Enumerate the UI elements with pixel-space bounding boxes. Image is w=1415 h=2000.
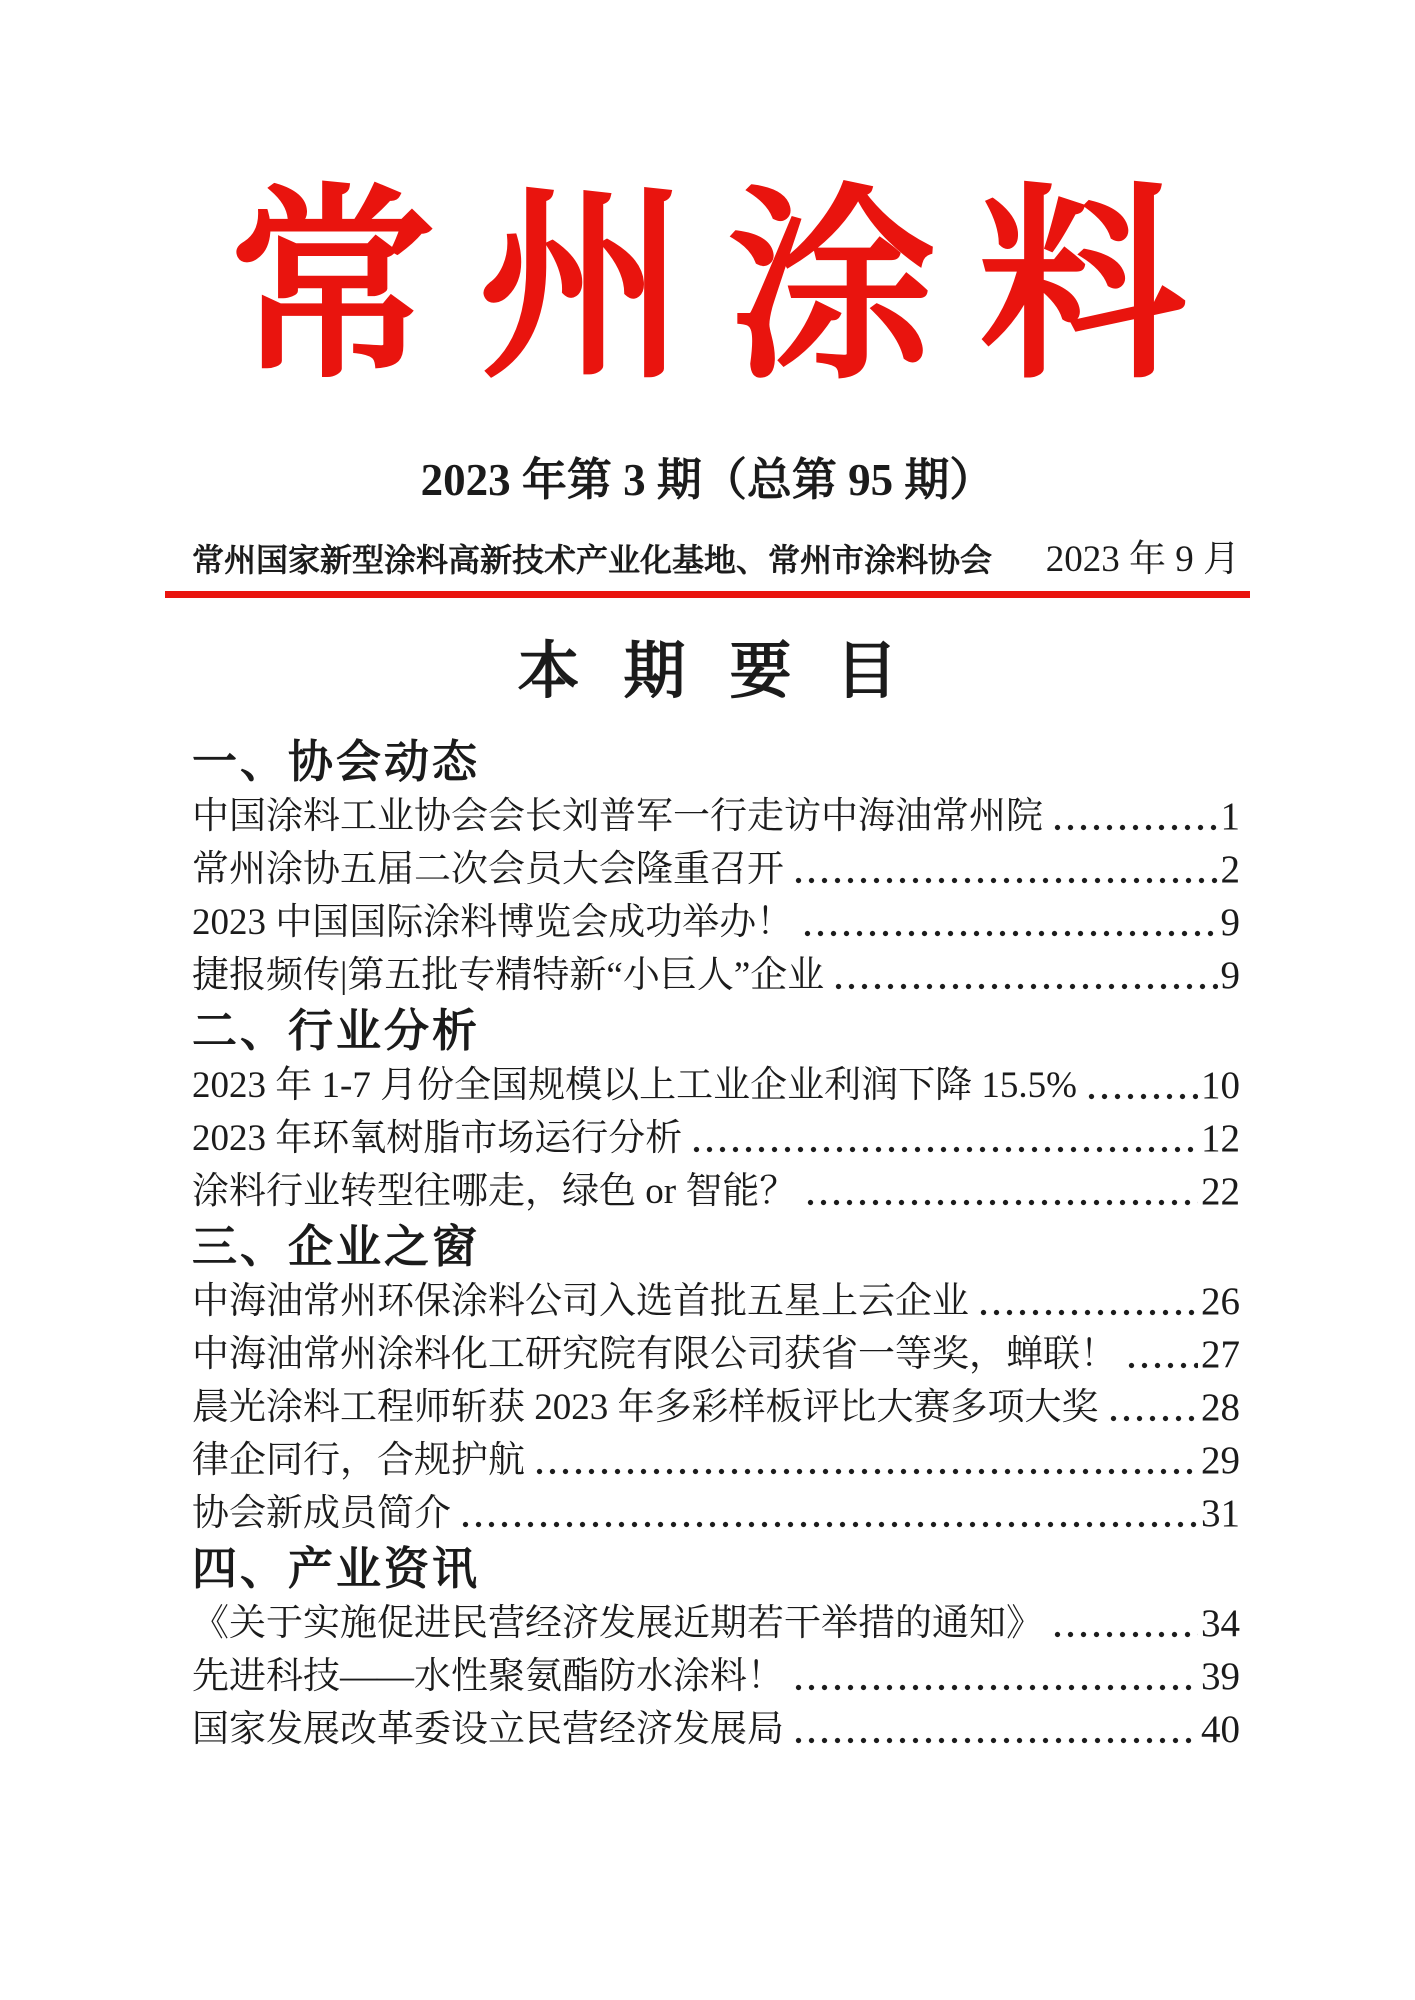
dotted-leader (1085, 1059, 1198, 1112)
toc-entry-page: 27 (1201, 1333, 1240, 1376)
toc-entry (192, 1381, 1240, 1434)
toc-entry-title: 律企同行，合规护航 (192, 1440, 525, 1481)
toc-entry-page: 1 (1220, 795, 1240, 838)
toc-entry-page: 2 (1220, 848, 1240, 891)
dotted-leader (801, 896, 1217, 949)
toc-entry-title: 《关于实施促进民营经济发展近期若干举措的通知》 (192, 1603, 1043, 1644)
dotted-leader (977, 1275, 1198, 1328)
toc-entry-title: 涂料行业转型往哪走，绿色 or 智能？ (192, 1171, 797, 1212)
publisher-row (192, 536, 1240, 584)
toc-entry (192, 1059, 1240, 1112)
toc-entry (192, 1165, 1240, 1218)
toc-heading: 本期要目 (517, 637, 942, 706)
toc-entry-page: 31 (1201, 1492, 1240, 1535)
toc (192, 733, 1240, 1756)
newsletter-title: 常州涂料 (228, 173, 1229, 403)
toc-entry-page: 29 (1201, 1439, 1240, 1482)
toc-entry (192, 896, 1240, 949)
toc-entry-title: 2023 中国国际涂料博览会成功举办！ (192, 902, 794, 943)
dotted-leader (832, 949, 1217, 1002)
toc-entry-title: 先进科技——水性聚氨酯防水涂料！ (192, 1656, 784, 1697)
toc-entry-title: 2023 年 1-7 月份全国规模以上工业企业利润下降 15.5% (192, 1065, 1077, 1106)
dotted-leader (690, 1112, 1198, 1165)
toc-entry-title: 常州涂协五届二次会员大会隆重召开 (192, 849, 784, 890)
dotted-leader (1125, 1328, 1198, 1381)
dotted-leader (1051, 790, 1218, 843)
dotted-leader (459, 1487, 1198, 1540)
dotted-leader (533, 1434, 1198, 1487)
toc-entry-title: 中海油常州涂料化工研究院有限公司获省一等奖，蝉联！ (192, 1334, 1117, 1375)
toc-entry (192, 1650, 1240, 1703)
toc-entry-title: 捷报频传|第五批专精特新“小巨人”企业 (192, 955, 825, 996)
dotted-leader (804, 1165, 1198, 1218)
toc-section-heading: 一、协会动态 (192, 736, 481, 787)
publisher-name: 常州国家新型涂料高新技术产业化基地、常州市涂料协会 (192, 542, 993, 578)
toc-entry-page: 9 (1220, 901, 1240, 944)
toc-entry (192, 1703, 1240, 1756)
toc-entry-page: 9 (1220, 954, 1240, 997)
toc-entry (192, 1597, 1240, 1650)
toc-entry-title: 中海油常州环保涂料公司入选首批五星上云企业 (192, 1281, 969, 1322)
toc-entry-title: 协会新成员简介 (192, 1493, 451, 1534)
dotted-leader (792, 1703, 1198, 1756)
toc-entry-title: 中国涂料工业协会会长刘普军一行走访中海油常州院 (192, 796, 1043, 837)
red-divider-rule (165, 591, 1250, 598)
toc-entry-title: 晨光涂料工程师斩获 2023 年多彩样板评比大赛多项大奖 (192, 1387, 1099, 1428)
toc-entry (192, 1487, 1240, 1540)
dotted-leader (1051, 1597, 1198, 1650)
toc-entry (192, 1112, 1240, 1165)
dotted-leader (792, 1650, 1198, 1703)
toc-entry-page: 28 (1201, 1386, 1240, 1429)
dotted-leader (1107, 1381, 1199, 1434)
toc-entry (192, 1434, 1240, 1487)
toc-entry-page: 10 (1201, 1064, 1240, 1107)
toc-entry-page: 22 (1201, 1170, 1240, 1213)
toc-section-heading: 四、产业资讯 (192, 1543, 481, 1594)
toc-entry-title: 国家发展改革委设立民营经济发展局 (192, 1709, 784, 1750)
toc-section-heading: 三、企业之窗 (192, 1221, 481, 1272)
toc-entry-page: 40 (1201, 1708, 1240, 1751)
toc-entry (192, 790, 1240, 843)
toc-entry-page: 26 (1201, 1280, 1240, 1323)
toc-entry-title: 2023 年环氧树脂市场运行分析 (192, 1118, 683, 1159)
toc-entry (192, 1328, 1240, 1381)
issue-date: 2023 年 9 月 (1045, 539, 1240, 580)
toc-entry (192, 843, 1240, 896)
toc-entry-page: 39 (1201, 1655, 1240, 1698)
toc-entry (192, 949, 1240, 1002)
toc-section-heading: 二、行业分析 (192, 1005, 481, 1056)
toc-entry-page: 34 (1201, 1602, 1240, 1645)
dotted-leader (792, 843, 1218, 896)
issue-number-line: 2023 年第 3 期（总第 95 期） (420, 455, 995, 505)
toc-entry-page: 12 (1201, 1117, 1240, 1160)
toc-entry (192, 1275, 1240, 1328)
